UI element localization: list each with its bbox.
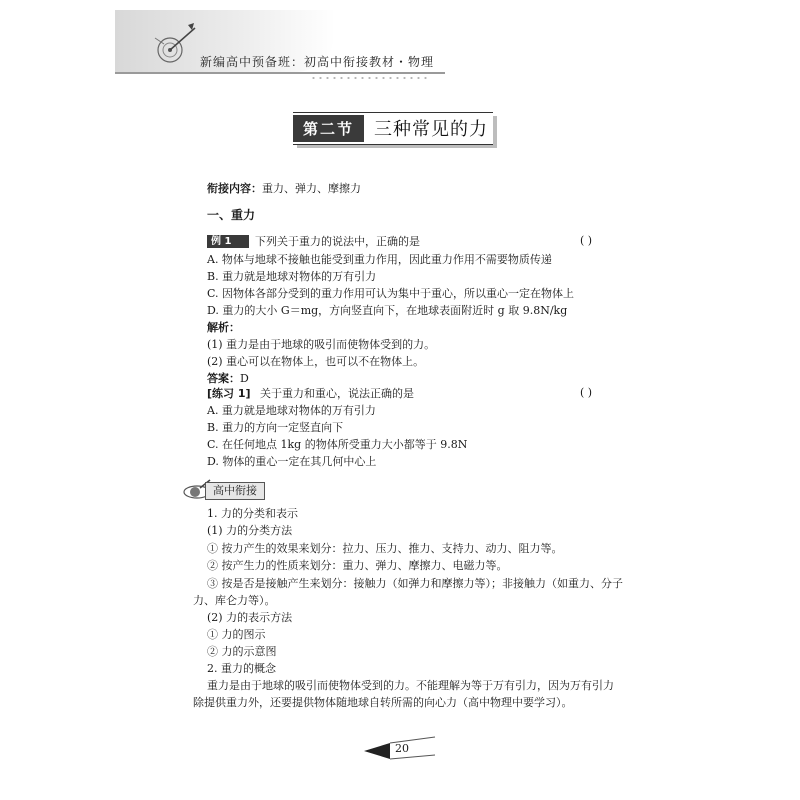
example-tag: 例 1 [207,235,249,248]
exercise-option-b: B. 重力的方向一定竖直向下 [207,421,344,434]
title-shadow [493,116,497,147]
answer-label: 答案： [207,372,240,385]
compass-star-icon [150,20,200,74]
section-number: 第二节 [293,115,364,142]
header-rule [115,72,445,74]
content-label: 衔接内容： [207,182,262,195]
answer-line [207,371,249,387]
body-line: ③ 按是否是接触产生来划分：接触力（如弹力和摩擦力等）；非接触力（如重力、分子 [207,577,623,590]
part-heading: 一、重力 [207,208,256,222]
title-shadow [297,145,497,148]
example-option-b: B. 重力就是地球对物体的万有引力 [207,270,377,283]
exercise-option-d: D. 物体的重心一定在其几何中心上 [207,455,377,468]
body-line: ② 力的示意图 [207,645,277,658]
exercise-tag: [练习 1] [207,387,251,400]
body-line: 2. 重力的概念 [207,662,276,675]
page-number: 20 [395,742,409,755]
title-rule [293,144,493,145]
answer-value: D [240,372,249,385]
body-line: 重力是由于地球的吸引而使物体受到的力。不能理解为等于万有引力，因为万有引力 [207,679,614,692]
example-question: 下列关于重力的说法中，正确的是 [255,235,420,248]
example-option-d: D. 重力的大小 G＝mg，方向竖直向下，在地球表面附近时 g 取 9.8N/kg [207,304,568,317]
body-line: ① 按力产生的效果来划分：拉力、压力、推力、支持力、动力、阻力等。 [207,542,563,555]
title-rule [293,112,493,113]
analysis-line-2: (2) 重心可以在物体上，也可以不在物体上。 [207,355,425,368]
body-line: 力、库仑力等）。 [193,594,276,607]
analysis-label: 解析： [207,321,240,334]
analysis-line-1: (1) 重力是由于地球的吸引而使物体受到的力。 [207,338,436,351]
section-title [293,114,488,142]
exercise-option-c: C. 在任何地点 1kg 的物体所受重力大小都等于 9.8N [207,438,468,451]
section-banner: 高中衔接 [205,482,265,500]
header-dotted-rule [310,77,430,79]
answer-blank: ( ) [580,386,593,399]
exercise-question: 关于重力和重心，说法正确的是 [260,387,414,400]
body-line: 1. 力的分类和表示 [207,507,298,520]
body-line: (2) 力的表示方法 [207,611,293,624]
content-line [207,181,361,197]
body-line: ① 力的图示 [207,628,266,641]
content-text: 重力、弹力、摩擦力 [262,182,361,195]
answer-blank: ( ) [580,234,593,247]
body-line: ② 按产生力的性质来划分：重力、弹力、摩擦力、电磁力等。 [207,559,508,572]
example-option-c: C. 因物体各部分受到的重力作用可认为集中于重心，所以重心一定在物体上 [207,287,575,300]
body-line: (1) 力的分类方法 [207,524,293,537]
body-line: 除提供重力外，还要提供物体随地球自转所需的向心力（高中物理中要学习）。 [193,696,573,709]
example-option-a: A. 物体与地球不接触也能受到重力作用，因此重力作用不需要物质传递 [207,253,552,266]
series-title: 新编高中预备班：初高中衔接教材・物理 [200,55,435,69]
exercise-option-a: A. 重力就是地球对物体的万有引力 [207,404,376,417]
section-name: 三种常见的力 [374,119,489,140]
